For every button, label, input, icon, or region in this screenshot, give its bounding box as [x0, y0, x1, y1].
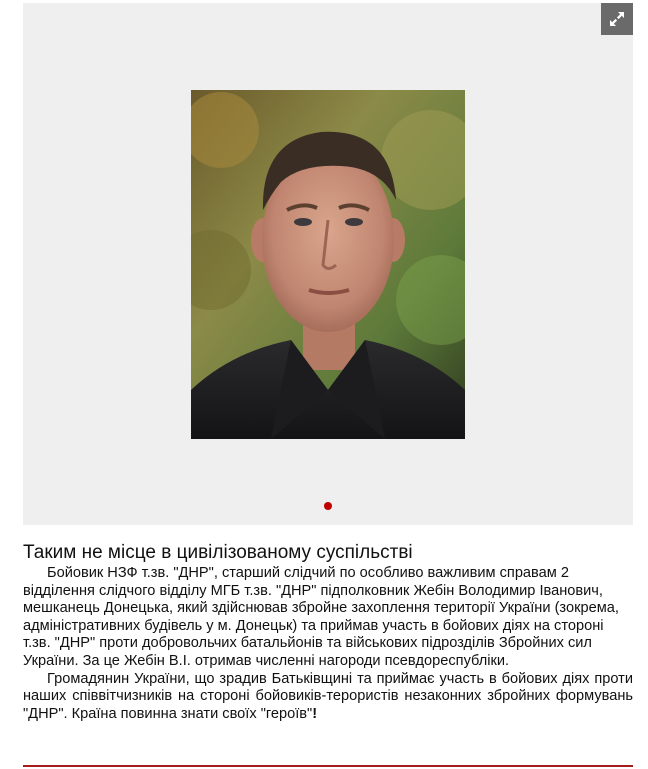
article-paragraph-1: Бойовик НЗФ т.зв. "ДНР", старший слідчий по особливо важливим справам 2 відділення слідчого відділу МГБ т.зв. "ДНР" підполковник Жебін Володимир Іванович, мешканець Донецька, який здійснював збройне захоплення території України (зокрема, адміністративних будівель у м. Донецьк) та приймав участь в бойових діях на стороні т.зв. "ДНР" проти добровольчих батальйонів та військових підрозділів Збройних сил України. За це Жебін В.І. отримав численні нагороди псевдореспубліки.: [23, 565, 619, 669]
photo-gallery: [23, 3, 633, 525]
slide-indicators: [23, 502, 633, 510]
article: [23, 541, 633, 723]
expand-button[interactable]: [601, 3, 633, 35]
expand-arrows-icon: [609, 11, 625, 27]
exclamation-mark: !: [312, 705, 318, 722]
slide-dot-active[interactable]: [324, 502, 332, 510]
article-paragraph-2: [23, 671, 633, 724]
bottom-divider: [23, 765, 633, 767]
article-title: Таким не місце в цивілізованому суспільстві: [23, 542, 413, 563]
article-paragraph-2-text: Громадянин України, що зрадив Батьківщині та приймає участь в бойових діях проти наших співвітчизників на стороні бойовиків-терористів незаконних збройних формувань "ДНР". Країна повинна знати своїх "героїв": [23, 670, 633, 722]
portrait-photo[interactable]: [191, 90, 465, 439]
